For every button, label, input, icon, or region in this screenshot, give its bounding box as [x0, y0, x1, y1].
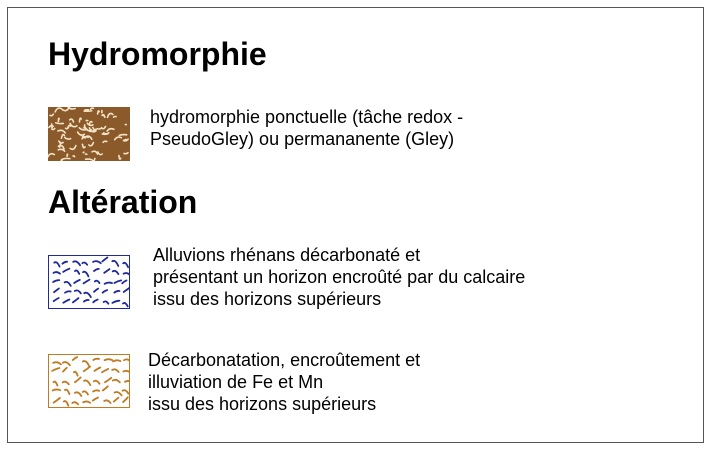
legend-line: issu des horizons supérieurs — [148, 394, 377, 414]
legend-line: hydromorphie ponctuelle (tâche redox - — [150, 107, 464, 127]
legend-text-decarbonatation — [148, 349, 420, 415]
legend-frame — [7, 7, 704, 443]
legend-text-alluvions — [153, 244, 525, 310]
legend-line: issu des horizons supérieurs — [153, 289, 382, 309]
brown-mottled-pattern-icon — [48, 107, 130, 161]
legend-line: présentant un horizon encroûté par du calcaire — [153, 267, 526, 287]
section-title-hydromorphie: Hydromorphie — [48, 36, 267, 72]
blue-dash-pattern-icon — [48, 255, 130, 309]
legend-text-hydromorphie — [150, 106, 463, 150]
legend-line: illuviation de Fe et Mn — [148, 372, 324, 392]
legend-line: Décarbonatation, encroûtement et — [148, 350, 421, 370]
orange-dash-pattern-icon — [48, 354, 130, 408]
section-title-alteration: Altération — [48, 184, 198, 220]
legend-line: Alluvions rhénans décarbonaté et — [153, 245, 421, 265]
legend-swatch-decarbonatation — [48, 354, 130, 408]
legend-line: PseudoGley) ou permananente (Gley) — [150, 129, 455, 149]
legend-swatch-hydromorphie — [48, 107, 130, 161]
legend-swatch-alluvions — [48, 255, 130, 309]
